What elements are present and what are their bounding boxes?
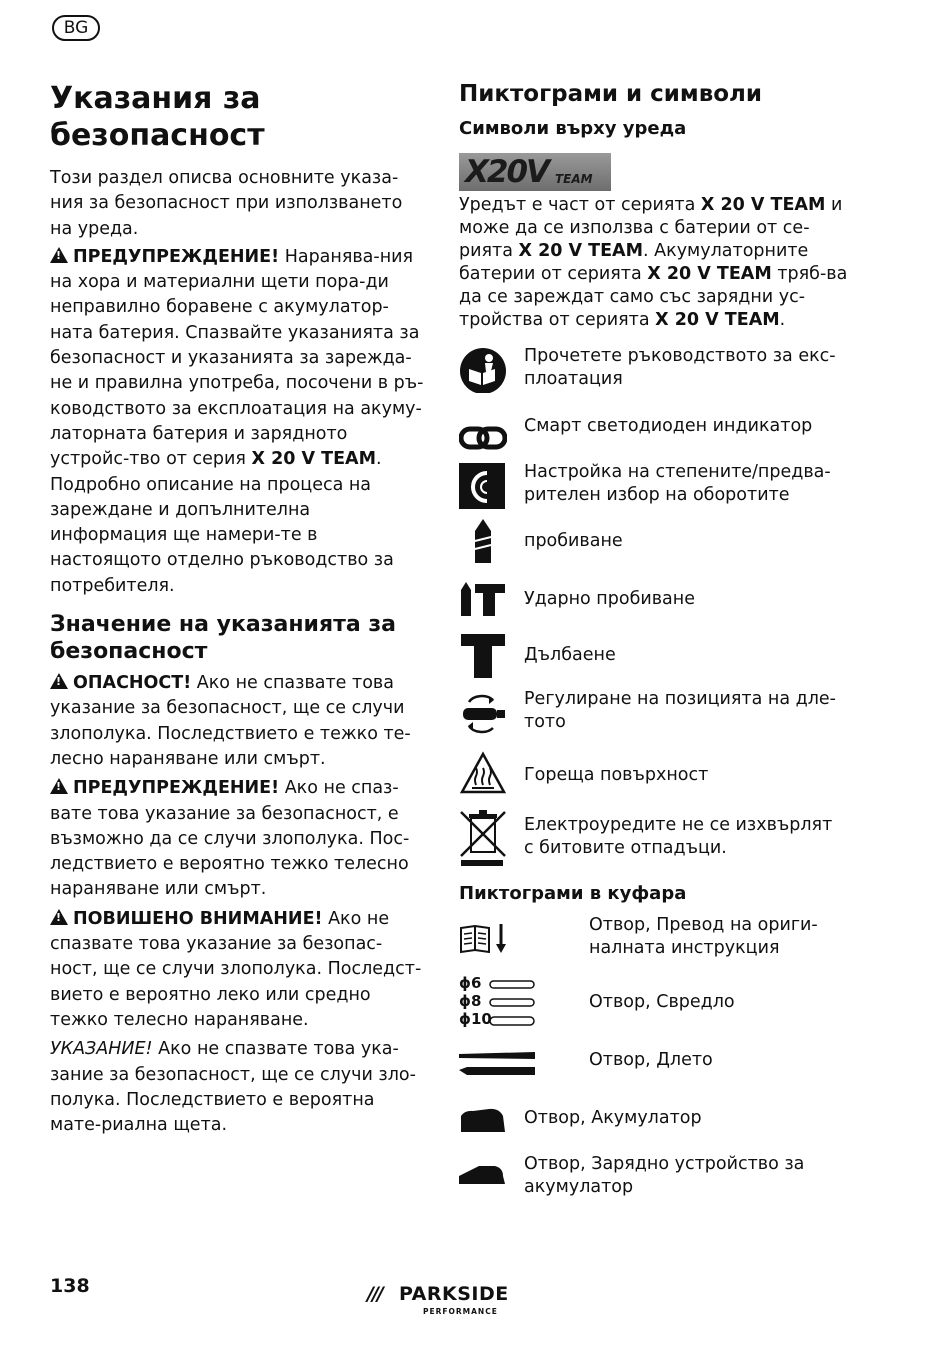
smart-led-icon (459, 415, 507, 463)
symbol-label: Ударно пробиване (524, 589, 695, 609)
case-list (459, 914, 859, 1204)
warning-triangle-icon (50, 247, 68, 263)
drill-icon (459, 517, 507, 565)
series-name: X 20 V TEAM (518, 241, 644, 261)
symbol-label: Гореща повърхност (524, 765, 709, 785)
chisel-rotate-icon (459, 688, 507, 736)
manual-slot-icon (459, 922, 511, 954)
hot-surface-icon (459, 750, 507, 798)
danger-label: ОПАСНОСТ! (73, 673, 192, 694)
brand-name: PARKSIDE (399, 1283, 509, 1305)
case-label: Отвор, Зарядно устройство за акумулатор (524, 1154, 805, 1197)
hammer-drill-icon (459, 576, 507, 624)
warning-text-a: Наранява-ния на хора и материални щети пора-ди неправилно боравене с акумулатор-ната батерия. Спазвайте указанията за безопасност и указанията за зарежда-не и правилна употреба, посочени в ръ-ководството за експлоатация на акуму-латорната батерия и зарядното устройс-тво от серия (50, 246, 424, 470)
logo-main-text: X20V (465, 154, 549, 190)
case-label: Отвор, Свредло (589, 992, 735, 1012)
symbol-label: Електроуредите не се изхвърлят с битовите отпадъци. (524, 815, 833, 858)
case-label: Отвор, Акумулатор (524, 1108, 702, 1128)
notice-paragraph (50, 1037, 428, 1138)
drill-bits-icon (459, 974, 539, 1032)
series-text: и може да се използва с батерии от се-рията (459, 195, 843, 261)
brand-subline: PERFORMANCE (423, 1307, 498, 1316)
warning-text-b: . Подробно описание на процеса на зареждане и допълнителна информация ще намери-те в настоящото отделно ръководство за потребителя. (50, 449, 394, 596)
case-label: Отвор, Длето (589, 1050, 713, 1070)
caution-text: Ако не спазвате това указание за безопас-ност, ще се случи злополука. Последст-вието е вероятно леко или средно тежко телесно нараняване. (50, 908, 422, 1030)
warning-triangle-icon (50, 673, 68, 689)
weee-bin-icon (459, 808, 507, 868)
parkside-logo (367, 1283, 517, 1317)
symbol-label: Настройка на степените/предва-рителен избор на оборотите (524, 462, 831, 505)
battery-slot-icon (459, 1106, 507, 1134)
series-text: . Акумулаторните батерии от серията (459, 241, 809, 284)
symbol-label: Прочетете ръководството за екс-плоатация (524, 346, 836, 389)
section-heading: Значение на указанията за безопасност (50, 612, 396, 665)
series-text: тряб-ва да се зареждат само със зарядни ус-тройства от серията (459, 264, 848, 330)
read-manual-icon (459, 345, 507, 393)
x20v-team-logo (459, 153, 611, 191)
warning-text: Ако не спаз-вате това указание за безопасност, е възможно да се случи злополука. Пос-ледствието е вероятно тежко телесно нараняване или смърт. (50, 778, 410, 900)
notice-text: Ако не спазвате това ука-зание за безопасност, ще се случи зло-полука. Последствието е вероятна мате-риална щета. (50, 1039, 416, 1136)
warning-triangle-icon (50, 778, 68, 794)
case-label: Отвор, Превод на ориги-налната инструкция (589, 915, 818, 958)
bit-size-label: ϕ8 (459, 992, 482, 1010)
page-title (50, 80, 428, 154)
page-number: 138 (50, 1275, 90, 1297)
brand-slashes: /// (367, 1283, 382, 1305)
warning-paragraph-2 (50, 776, 428, 902)
notice-label: УКАЗАНИЕ! (50, 1039, 153, 1060)
bit-size-label: ϕ6 (459, 974, 482, 992)
caution-label: ПОВИШЕНО ВНИМАНИЕ! (73, 908, 323, 929)
series-name: X 20 V TEAM (700, 195, 826, 215)
symbol-list (459, 345, 859, 885)
symbol-label: Регулиране на позицията на дле-тото (524, 689, 836, 732)
series-name: X 20 V TEAM (251, 449, 377, 470)
intro-paragraph: Този раздел описва основните указа-ния за безопасност при използването на уреда. (50, 168, 403, 239)
charger-slot-icon (459, 1160, 507, 1186)
safety-column (50, 80, 428, 1138)
symbols-column (459, 80, 849, 332)
device-symbols-heading: Символи върху уреда (459, 118, 687, 139)
warning-label: ПРЕДУПРЕЖДЕНИЕ! (73, 246, 280, 267)
logo-team-text: TEAM (555, 172, 593, 186)
symbol-label: Смарт светодиоден индикатор (524, 416, 813, 436)
chisels-icon (459, 1050, 537, 1078)
caution-paragraph (50, 907, 428, 1033)
chisel-icon (459, 632, 507, 680)
title-line-2: безопасност (50, 118, 265, 153)
language-badge: BG (52, 15, 100, 41)
series-name: X 20 V TEAM (655, 310, 780, 330)
series-text: . (779, 310, 786, 330)
series-paragraph (459, 194, 849, 332)
speed-preselect-icon (459, 461, 507, 509)
warning-triangle-icon (50, 909, 68, 925)
series-text: Уредът е част от серията (459, 195, 701, 215)
drill-bit-shapes (489, 978, 537, 1030)
warning-paragraph-1 (50, 245, 428, 599)
danger-paragraph (50, 671, 428, 772)
danger-text: Ако не спазвате това указание за безопасност, ще се случи злополука. Последствието е тежко те-лесно нараняване или смърт. (50, 673, 411, 769)
series-name: X 20 V TEAM (647, 264, 772, 284)
title-line-1: Указания за (50, 81, 261, 116)
symbols-heading: Пиктограми и символи (459, 81, 763, 107)
bit-size-label: ϕ10 (459, 1010, 492, 1028)
warning-label: ПРЕДУПРЕЖДЕНИЕ! (73, 778, 280, 799)
symbol-label: Дълбаене (524, 645, 616, 665)
symbol-label: пробиване (524, 531, 623, 551)
case-symbols-heading: Пиктограми в куфара (459, 883, 687, 904)
